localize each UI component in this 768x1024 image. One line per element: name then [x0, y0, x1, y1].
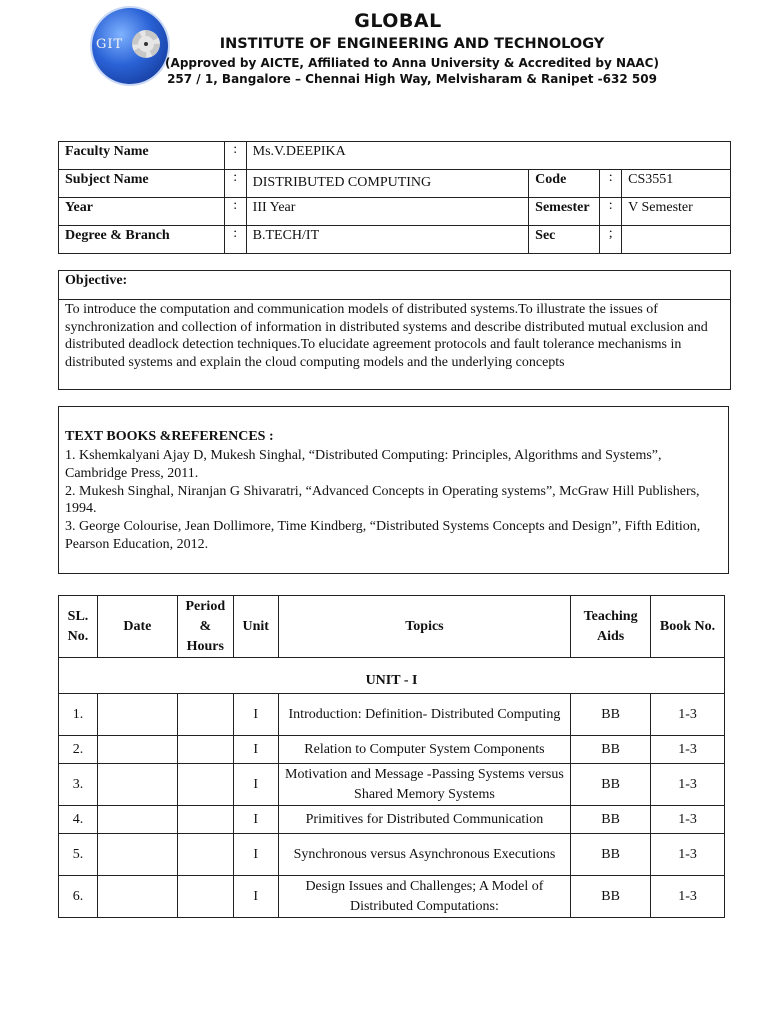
book-cell: 1-3	[651, 764, 725, 806]
institution-title: GLOBAL	[354, 10, 442, 32]
period-cell	[177, 694, 233, 736]
subject-colon: :	[224, 170, 246, 198]
unit-cell: I	[233, 876, 278, 918]
col-header-book: Book No.	[651, 596, 725, 658]
table-row	[59, 764, 725, 806]
date-cell	[97, 764, 177, 806]
aids-cell: BB	[571, 876, 651, 918]
references-list	[59, 445, 728, 556]
sl-cell: 2.	[59, 736, 98, 764]
date-cell	[97, 694, 177, 736]
table-row	[59, 876, 725, 918]
topic-cell: Design Issues and Challenges; A Model of Distributed Computations:	[278, 876, 570, 918]
objective-text: To introduce the computation and communication models of distributed systems.To illustrate the issues of synchronization and collection of information in distributed systems and describe distributed mutual exclusion and distributed deadlock detection techniques.To elucidate agreement protocols and fault tolerance mechanisms in distributed systems and explain the cloud computing models and the underlying concepts	[65, 302, 708, 370]
aids-cell: BB	[571, 764, 651, 806]
semester-colon: :	[600, 198, 622, 226]
logo-text: GIT	[96, 37, 124, 52]
year-colon: :	[224, 198, 246, 226]
aids-cell: BB	[571, 806, 651, 834]
col-header-date: Date	[97, 596, 177, 658]
degree-label: Degree & Branch	[59, 226, 225, 254]
table-row	[59, 736, 725, 764]
sec-colon: ;	[600, 226, 622, 254]
sl-cell: 3.	[59, 764, 98, 806]
sec-value	[622, 226, 731, 254]
year-row	[59, 198, 731, 226]
col-header-topics: Topics	[278, 596, 570, 658]
book-cell: 1-3	[651, 694, 725, 736]
approval-line: (Approved by AICTE, Affiliated to Anna University & Accredited by NAAC)	[165, 56, 659, 70]
unit-heading: UNIT - I	[59, 658, 725, 694]
date-cell	[97, 876, 177, 918]
degree-colon: :	[224, 226, 246, 254]
year-label: Year	[59, 198, 225, 226]
unit-cell: I	[233, 806, 278, 834]
subject-value: DISTRIBUTED COMPUTING	[246, 170, 529, 198]
aids-cell: BB	[571, 694, 651, 736]
year-value: III Year	[246, 198, 529, 226]
references-box	[58, 406, 729, 574]
references-heading: TEXT BOOKS &REFERENCES :	[65, 429, 274, 444]
period-cell	[177, 806, 233, 834]
book-cell: 1-3	[651, 736, 725, 764]
col-header-sl: SL. No.	[59, 596, 98, 658]
topic-cell: Synchronous versus Asynchronous Executions	[278, 834, 570, 876]
unit-cell: I	[233, 834, 278, 876]
table-header-row	[59, 596, 725, 658]
letterhead	[0, 0, 768, 100]
faculty-value: Ms.V.DEEPIKA	[246, 142, 730, 170]
sl-cell: 5.	[59, 834, 98, 876]
reference-item: 1. Kshemkalyani Ajay D, Mukesh Singhal, “Distributed Computing: Principles, Algorithms and Systems”, Cambridge Press, 2011.	[65, 448, 662, 481]
aids-cell: BB	[571, 834, 651, 876]
degree-value: B.TECH/IT	[246, 226, 529, 254]
address-line: 257 / 1, Bangalore – Chennai High Way, Melvisharam & Ranipet -632 509	[167, 72, 657, 86]
table-row	[59, 806, 725, 834]
date-cell	[97, 834, 177, 876]
code-value: CS3551	[622, 170, 731, 198]
subject-label: Subject Name	[59, 170, 225, 198]
book-cell: 1-3	[651, 806, 725, 834]
col-header-unit: Unit	[233, 596, 278, 658]
faculty-label: Faculty Name	[59, 142, 225, 170]
table-row	[59, 834, 725, 876]
subject-row	[59, 170, 731, 198]
reference-item: 2. Mukesh Singhal, Niranjan G Shivaratri, “Advanced Concepts in Operating systems”, McGraw Hill Publishers, 1994.	[65, 483, 700, 517]
unit-cell: I	[233, 764, 278, 806]
date-cell	[97, 736, 177, 764]
lesson-plan-table	[58, 595, 725, 918]
institution-subtitle: INSTITUTE OF ENGINEERING AND TECHNOLOGY	[219, 36, 605, 52]
faculty-colon: :	[224, 142, 246, 170]
topic-cell: Motivation and Message -Passing Systems versus Shared Memory Systems	[278, 764, 570, 806]
topic-cell: Primitives for Distributed Communication	[278, 806, 570, 834]
aids-cell: BB	[571, 736, 651, 764]
objective-heading: Objective:	[59, 271, 730, 300]
topic-cell: Relation to Computer System Components	[278, 736, 570, 764]
sec-label: Sec	[529, 226, 600, 254]
col-header-period: Period & Hours	[177, 596, 233, 658]
code-label: Code	[529, 170, 600, 198]
unit-cell: I	[233, 736, 278, 764]
faculty-row	[59, 142, 731, 170]
period-cell	[177, 876, 233, 918]
date-cell	[97, 806, 177, 834]
sl-cell: 6.	[59, 876, 98, 918]
period-cell	[177, 834, 233, 876]
col-header-aids: Teaching Aids	[571, 596, 651, 658]
book-cell: 1-3	[651, 834, 725, 876]
semester-label: Semester	[529, 198, 600, 226]
period-cell	[177, 736, 233, 764]
unit-heading-row	[59, 658, 725, 694]
degree-row	[59, 226, 731, 254]
sl-cell: 4.	[59, 806, 98, 834]
sl-cell: 1.	[59, 694, 98, 736]
semester-value: V Semester	[622, 198, 731, 226]
unit-cell: I	[233, 694, 278, 736]
book-cell: 1-3	[651, 876, 725, 918]
course-info-table	[58, 141, 731, 254]
table-row	[59, 694, 725, 736]
topic-cell: Introduction: Definition- Distributed Computing	[278, 694, 570, 736]
code-colon: :	[600, 170, 622, 198]
reference-item: 3. George Colourise, Jean Dollimore, Time Kindberg, “Distributed Systems Concepts and Design”, Fifth Edition, Pearson Education, 2012.	[65, 519, 701, 552]
period-cell	[177, 764, 233, 806]
objective-box	[58, 270, 731, 390]
